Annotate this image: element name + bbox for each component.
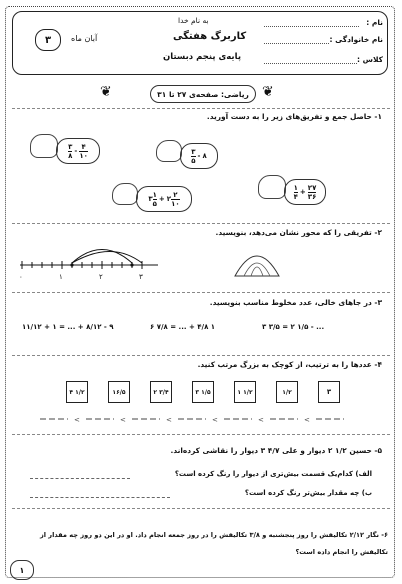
header-box (12, 11, 388, 75)
number-box: ۲ ۳/۴ (150, 381, 172, 403)
name-field[interactable] (264, 26, 359, 27)
tick-label: ۲ (99, 273, 103, 281)
number-box: ۴ ۱/۲ (66, 381, 88, 403)
tick-label: ۱ (59, 273, 63, 281)
q6-text-line2: تکالیفش را انجام داده است؟ (295, 548, 388, 556)
number-line (16, 240, 166, 285)
q5-part-a: الف) کدام‌یک قسمت بیش‌تری از دیوار را رنگ کرده است؟ (174, 470, 372, 478)
month-label: آبان ماه (71, 34, 98, 43)
month-number-badge (35, 29, 61, 51)
fraction: $\frac{۱}{۵}$ (152, 190, 157, 208)
fraction: $\frac{۳}{۸}$ (68, 142, 73, 160)
q6-text-line1: ۶- نگار ۲/۱۲ تکالیفش را روز پنجشنبه و ۳/۸ تکالیفش را در روز جمعه انجام داد. او در این دو روز چه مقدار از (39, 531, 388, 539)
family-label: نام خانوادگی : (329, 35, 383, 44)
svg-text:<: < (74, 416, 80, 424)
q4-text: ۴- عددها را به ترتیب، از کوچک به بزرگ مرتب کنید. (197, 360, 382, 369)
lesson-banner (150, 85, 256, 103)
q1-item-2: $\frac{۳}{۵}$ - ۸ (180, 143, 218, 169)
fraction: $\frac{۴}{۱۰}$ (79, 142, 88, 160)
q3-item-1: ۱۱/۱۲ + ۱ = ... + ۸/۱۲ - ۹ (22, 323, 114, 331)
seashell-icon (232, 246, 282, 282)
tick-label: ۳ (139, 273, 143, 281)
q1-item-3: ۳ $\frac{۱}{۵}$ + ۲ $\frac{۲}{۱۰}$ (136, 186, 192, 212)
elephant-icon (258, 175, 286, 199)
q3-item-3: ۳ ۳/۵ = ۲ ۱/۵ - ... (262, 323, 325, 331)
elephant-icon (156, 140, 182, 162)
q1-item-1: $\frac{۳}{۸}$ - $\frac{۴}{۱۰}$ (56, 138, 100, 164)
svg-text:<: < (304, 416, 310, 424)
q5-text: ۵- حسین ۱/۲ ۲ دیوار و علی ۴/۷ ۳ دیوار را نقاشی کرده‌اند. (170, 446, 382, 455)
divider (12, 355, 390, 356)
fraction: $\frac{۲}{۱۰}$ (171, 190, 180, 208)
svg-text:<: < (166, 416, 172, 424)
fraction: $\frac{۲۷}{۳۶}$ (307, 183, 317, 201)
q1-text: ۱- حاصل جمع و تفریق‌های زیر را به دست آورید. (206, 112, 382, 121)
number-box: ۱۶/۵ (108, 381, 130, 403)
number-box: ۱/۲ (276, 381, 298, 403)
divider (12, 223, 390, 224)
number-box: ۱ ۱/۲ (234, 381, 256, 403)
q2-text: ۲- تفریقی را که محور نشان می‌دهد، بنویسید. (215, 228, 382, 237)
page-number: ۱ (19, 565, 25, 575)
page-number-badge (10, 560, 34, 580)
class-field[interactable] (264, 63, 357, 64)
svg-text:<: < (258, 416, 264, 424)
divider (12, 434, 390, 435)
tick-label: ۰ (19, 273, 23, 281)
q3-item-2: ۶ ۷/۸ = ... + ۴/۸ ۱ (150, 323, 216, 331)
butterfly-icon: ❦ (100, 84, 112, 100)
grade-subtitle: پایه‌ی پنجم دبستان (163, 52, 242, 62)
q3-text: ۳- در جاهای خالی، عدد مخلوط مناسب بنویسید. (209, 298, 382, 307)
butterfly-icon-right: ❦ (262, 84, 274, 100)
svg-text:<: < (120, 416, 126, 424)
q1-item-4: $\frac{۱}{۴}$ + $\frac{۲۷}{۳۶}$ (284, 179, 326, 205)
fraction: $\frac{۳}{۵}$ (191, 147, 196, 165)
banner-text: ریاضی: صفحه‌ی ۲۷ تا ۳۱ (157, 89, 249, 99)
answer-field-b[interactable] (30, 497, 170, 498)
number-box: ۳ ۱/۵ (192, 381, 214, 403)
elephant-icon (112, 183, 138, 205)
number-box: ۳ (318, 381, 340, 403)
ordering-answer-line[interactable] (40, 414, 360, 424)
worksheet-title: کاربرگ هفتگی (173, 31, 247, 42)
elephant-icon (30, 134, 58, 158)
q5-part-b: ب) چه مقدار بیش‌تر رنگ کرده است؟ (244, 489, 372, 497)
divider (12, 508, 390, 509)
answer-field-a[interactable] (30, 478, 130, 479)
divider (12, 108, 390, 109)
divider (12, 292, 390, 293)
family-field[interactable] (264, 43, 329, 44)
month-number: ۳ (44, 34, 52, 46)
class-label: کلاس : (356, 55, 383, 64)
name-label: نام : (366, 18, 383, 27)
fraction: $\frac{۱}{۴}$ (293, 183, 298, 201)
basmala: به نام خدا (178, 16, 209, 25)
svg-text:<: < (212, 416, 218, 424)
